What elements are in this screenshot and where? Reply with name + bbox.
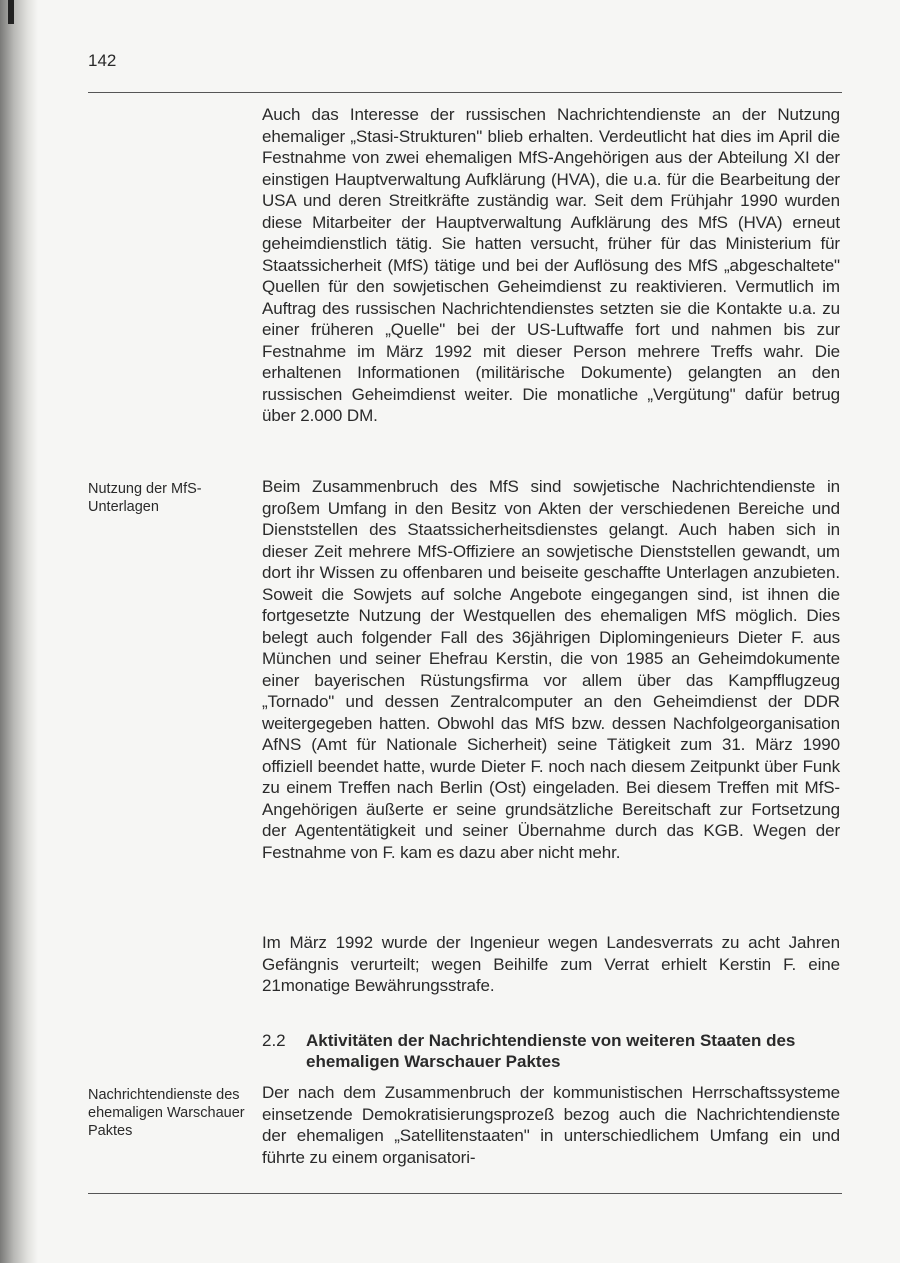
- page-number: 142: [88, 51, 117, 70]
- spine-mark: [8, 0, 14, 24]
- section-heading: [262, 1030, 840, 1072]
- paragraph-demokratisierung: Der nach dem Zusammenbruch der kommunistischen Herrschaftssysteme einsetzende Demokratisierungsprozeß bezog auch die Nachrichtendienste der ehemaligen „Satellitenstaaten" in unterschiedlichem Umfang ein und führte zu einem organisatori-: [262, 1083, 840, 1167]
- book-spine-shadow: [0, 0, 38, 1263]
- header-rule: [88, 92, 842, 93]
- sidenote-warschauer-pakt: Nachrichtendienste des ehemaligen Warschauer Paktes: [88, 1087, 245, 1139]
- footer-rule: [88, 1193, 842, 1194]
- paragraph-mfs-unterlagen: Beim Zusammenbruch des MfS sind sowjetische Nachrichtendienste in großem Umfang in den Besitz von Akten der verschiedenen Bereiche und Dienststellen des Staatssicherheitsdienstes gelangt. Auch haben sich in dieser Zeit mehrere MfS-Offiziere an sowjetische Dienststellen gewandt, um dort ihr Wissen zu offenbaren und beiseite geschaffte Unterlagen anzubieten. Soweit die Sowjets auf solche Angebote eingegangen sind, ist ihnen die fortgesetzte Nutzung der Westquellen des ehemaligen MfS möglich. Dies belegt auch folgender Fall des 36jährigen Diplomingenieurs Dieter F. aus München und seiner Ehefrau Kerstin, die von 1985 an Geheimdokumente einer bayerischen Rüstungsfirma vor allem über das Kampfflugzeug „Tornado" und dessen Zentralcomputer an den Geheimdienst der DDR weitergegeben hatten. Obwohl das MfS bzw. dessen Nachfolgeorganisation AfNS (Amt für Nationale Sicherheit) seine Tätigkeit zum 31. März 1990 offiziell beendet hatte, wurde Dieter F. noch nach diesem Zeitpunkt über Funk zu einem Treffen nach Berlin (Ost) eingeladen. Bei diesem Treffen mit MfS-Angehörigen äußerte er seine grundsätzliche Bereitschaft zur Fortsetzung der Agententätigkeit und seiner Übernahme durch das KGB. Wegen der Festnahme von F. kam es dazu aber nicht mehr.: [262, 477, 840, 862]
- paragraph-verurteilung: Im März 1992 wurde der Ingenieur wegen Landesverrats zu acht Jahren Gefängnis verurteilt; wegen Beihilfe zum Verrat erhielt Kerstin F. eine 21monatige Bewährungsstrafe.: [262, 933, 840, 995]
- section-number: 2.2: [262, 1031, 286, 1050]
- paragraph-stasi-strukturen: Auch das Interesse der russischen Nachrichtendienste an der Nutzung ehemaliger „Stasi-Strukturen" blieb erhalten. Verdeutlicht hat dies im April die Festnahme von zwei ehemaligen MfS-Angehörigen aus der Abteilung XI der einstigen Hauptverwaltung Aufklärung (HVA), die u.a. für die Bearbeitung der USA und deren Streitkräfte zuständig war. Seit dem Frühjahr 1990 wurden diese Mitarbeiter der Hauptverwaltung Aufklärung des MfS (HVA) erneut geheimdienstlich tätig. Sie hatten versucht, früher für das Ministerium für Staatssicherheit (MfS) tätige und bei der Auflösung des MfS „abgeschaltete" Quellen für den sowjetischen Geheimdienst zu reaktivieren. Vermutlich im Auftrag des russischen Nachrichtendienstes setzten sie die Kontakte u.a. zu einer früheren „Quelle" bei der US-Luftwaffe fort und nahmen bis zur Festnahme im März 1992 mit dieser Person mehrere Treffs wahr. Die erhaltenen Informationen (militärische Dokumente) gelangten an den russischen Geheimdienst weiter. Die monatliche „Vergütung" dafür betrug über 2.000 DM.: [262, 105, 840, 425]
- sidenote-mfs-unterlagen: Nutzung der MfS-Unterlagen: [88, 481, 202, 515]
- section-title: Aktivitäten der Nachrichtendienste von weiteren Staaten des ehemaligen Warschauer Paktes: [306, 1031, 796, 1071]
